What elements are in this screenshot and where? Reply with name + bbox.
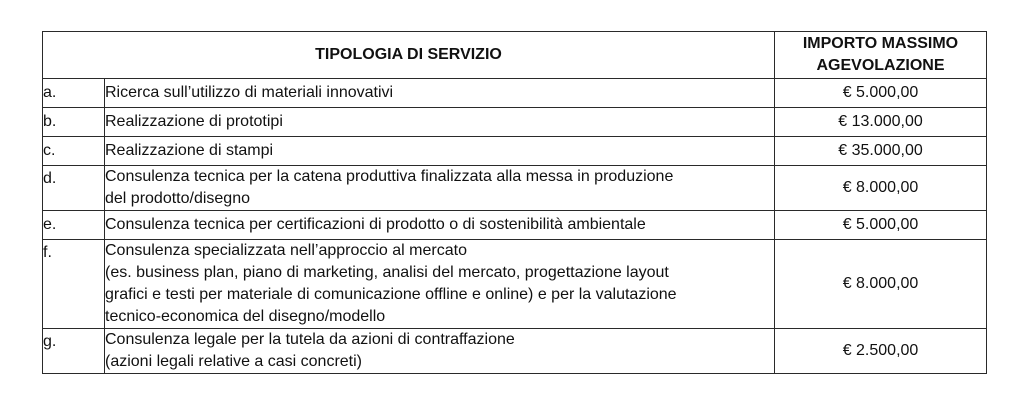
row-description-line: Consulenza tecnica per la catena produttiva finalizzata alla messa in produzione — [105, 168, 674, 185]
header-row — [43, 32, 987, 79]
row-description-line: Consulenza tecnica per certificazioni di prodotto o di sostenibilità ambientale — [105, 216, 646, 233]
row-amount: € 2.500,00 — [775, 329, 987, 374]
row-description — [105, 240, 775, 329]
header-service-type: TIPOLOGIA DI SERVIZIO — [43, 32, 775, 79]
row-description-line: del prodotto/disegno — [105, 190, 250, 207]
row-description-line: Realizzazione di prototipi — [105, 113, 283, 130]
table-row — [43, 166, 987, 211]
row-description-line: tecnico-economica del disegno/modello — [105, 308, 386, 325]
row-letter: b. — [43, 108, 105, 137]
row-description — [105, 166, 775, 211]
row-description-line: Consulenza legale per la tutela da azioni di contraffazione — [105, 331, 515, 348]
row-amount: € 5.000,00 — [775, 211, 987, 240]
row-description-line: (es. business plan, piano di marketing, analisi del mercato, progettazione layout — [105, 264, 669, 281]
table-row — [43, 79, 987, 108]
services-table — [42, 31, 987, 374]
row-description — [105, 108, 775, 137]
table-row — [43, 108, 987, 137]
header-max-amount-line1: IMPORTO MASSIMO — [802, 35, 959, 52]
row-description-line: (azioni legali relative a casi concreti) — [105, 353, 362, 370]
row-description-line: grafici e testi per materiale di comunicazione offline e online) e per la valutazione — [105, 286, 677, 303]
row-amount: € 8.000,00 — [775, 166, 987, 211]
table-row — [43, 240, 987, 329]
row-description — [105, 137, 775, 166]
table-row — [43, 211, 987, 240]
row-description — [105, 211, 775, 240]
row-amount: € 13.000,00 — [775, 108, 987, 137]
row-amount: € 5.000,00 — [775, 79, 987, 108]
row-description-line: Ricerca sull’utilizzo di materiali innovativi — [105, 84, 394, 101]
row-description-line: Consulenza specializzata nell’approccio al mercato — [105, 242, 467, 259]
row-description — [105, 329, 775, 374]
row-description — [105, 79, 775, 108]
row-letter: d. — [43, 166, 105, 211]
row-letter: a. — [43, 79, 105, 108]
row-letter: f. — [43, 240, 105, 329]
row-amount: € 35.000,00 — [775, 137, 987, 166]
row-letter: e. — [43, 211, 105, 240]
header-max-amount-line2: AGEVOLAZIONE — [816, 57, 945, 74]
row-description-line: Realizzazione di stampi — [105, 142, 274, 159]
header-max-amount — [775, 32, 987, 79]
table-row — [43, 137, 987, 166]
row-amount: € 8.000,00 — [775, 240, 987, 329]
table-row — [43, 329, 987, 374]
row-letter: c. — [43, 137, 105, 166]
row-letter: g. — [43, 329, 105, 374]
